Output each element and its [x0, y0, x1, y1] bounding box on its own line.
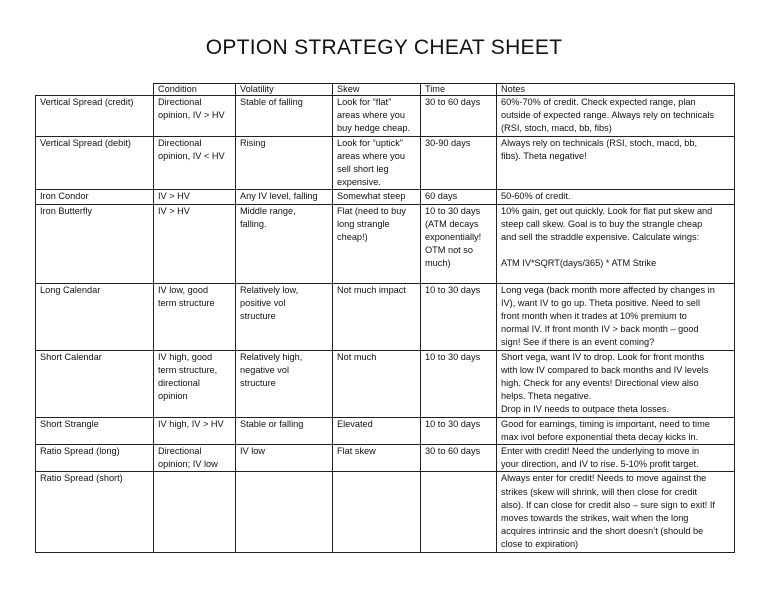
time-line: 30 to 60 days [425, 97, 481, 107]
table-row [36, 204, 735, 283]
notes-line: 60%-70% of credit. Check expected range, plan [501, 97, 696, 107]
notes-cell [497, 417, 735, 444]
time-line: 30 to 60 days [425, 446, 481, 457]
condition-line: opinion, IV > HV [158, 110, 225, 121]
skew-cell [333, 350, 421, 417]
time-cell [421, 136, 497, 190]
notes-line: IV), want IV to go up. Theta positive. Need to sell [501, 297, 701, 308]
skew-line: long strangle [337, 218, 390, 229]
condition-cell [154, 283, 236, 350]
volatility-cell [236, 190, 333, 204]
time-line: (ATM decays [425, 218, 479, 229]
notes-line: sign! See if there is an event coming? [501, 337, 655, 348]
condition-line: Directional [158, 97, 202, 107]
notes-line: your direction, and IV to rise. 5-10% profit target. [501, 459, 699, 470]
notes-line: 10% gain, get out quickly. Look for flat put skew and [501, 205, 713, 216]
strategy-name-cell: Ratio Spread (long) [36, 445, 154, 472]
strategy-name-cell: Long Calendar [36, 283, 154, 350]
volatility-line: positive vol [240, 297, 286, 308]
time-line: OTM not so [425, 245, 473, 256]
strategy-name-cell: Iron Condor [36, 190, 154, 204]
skew-cell [333, 445, 421, 472]
table-body [36, 96, 735, 553]
condition-cell [154, 136, 236, 190]
condition-line: IV high, IV > HV [158, 418, 224, 429]
header-volatility: Volatility [236, 84, 333, 96]
time-line: 10 to 30 days [425, 418, 481, 429]
time-cell [421, 96, 497, 137]
page-title: OPTION STRATEGY CHEAT SHEET [205, 36, 563, 59]
notes-cell [497, 96, 735, 137]
time-line: 10 to 30 days [425, 351, 481, 362]
condition-cell [154, 350, 236, 417]
volatility-line: Stable of falling [240, 97, 303, 107]
notes-cell [497, 472, 735, 552]
notes-line: also). If can close for credit also – sure sign to exit! If [501, 499, 715, 510]
skew-cell [333, 190, 421, 204]
header-notes: Notes [497, 84, 735, 96]
skew-line: Not much [337, 351, 377, 362]
time-cell [421, 350, 497, 417]
volatility-line: negative vol [240, 364, 290, 375]
notes-cell [497, 204, 735, 283]
notes-line: Good for earnings, timing is important, need to time [501, 418, 710, 429]
table-row [36, 350, 735, 417]
volatility-line: Middle range, [240, 205, 296, 216]
time-cell [421, 417, 497, 444]
notes-line: ATM IV*SQRT(days/365) * ATM Strike [501, 258, 657, 269]
notes-line: helps. Theta negative. [501, 391, 592, 402]
condition-line: opinion; IV low [158, 459, 218, 470]
condition-line: IV > HV [158, 191, 190, 202]
notes-line: Long vega (back month more affected by changes in [501, 284, 715, 295]
strategy-name-cell: Short Calendar [36, 350, 154, 417]
volatility-line: Any IV level, falling [240, 191, 318, 202]
notes-line: Enter with credit! Need the underlying to move in [501, 446, 700, 457]
volatility-line: Relatively high, [240, 351, 303, 362]
notes-line: Drop in IV needs to outpace theta losses. [501, 404, 670, 415]
notes-line: acquires intrinsic and the short doesn’t (should be [501, 526, 704, 537]
header-condition: Condition [154, 84, 236, 96]
notes-line: outside of expected range. Always rely on technicals [501, 110, 714, 121]
skew-line: areas where you [337, 150, 405, 161]
time-line: 60 days [425, 191, 458, 202]
time-line: 10 to 30 days [425, 284, 481, 295]
skew-cell [333, 472, 421, 552]
notes-cell [497, 190, 735, 204]
skew-line: Somewhat steep [337, 191, 406, 202]
table-row [36, 283, 735, 350]
notes-line: normal IV. If front month IV > back month – good [501, 324, 699, 335]
notes-line: close to expiration) [501, 539, 579, 550]
volatility-line: IV low [240, 446, 266, 457]
strategy-name-cell: Short Strangle [36, 417, 154, 444]
volatility-cell [236, 136, 333, 190]
volatility-cell [236, 417, 333, 444]
notes-line [501, 244, 731, 257]
notes-line: fibs). Theta negative! [501, 150, 587, 161]
condition-cell [154, 472, 236, 552]
table-row [36, 96, 735, 137]
time-cell [421, 472, 497, 552]
condition-line: Directional [158, 446, 202, 457]
volatility-cell [236, 472, 333, 552]
skew-line: Look for “flat” [337, 97, 392, 107]
notes-line: Always enter for credit! Needs to move against the [501, 473, 707, 484]
notes-line: steep call skew. Goal is to buy the strangle cheap [501, 218, 703, 229]
skew-line: expensive. [337, 177, 381, 188]
condition-cell [154, 445, 236, 472]
notes-cell [497, 445, 735, 472]
condition-cell [154, 96, 236, 137]
condition-line: IV high, good [158, 351, 213, 362]
time-cell [421, 204, 497, 283]
skew-line: sell short leg [337, 164, 389, 175]
notes-line: Always rely on technicals (RSI, stoch, macd, bb, [501, 137, 698, 148]
volatility-line: Relatively low, [240, 284, 299, 295]
volatility-cell [236, 96, 333, 137]
time-cell [421, 190, 497, 204]
condition-line: opinion, IV < HV [158, 150, 225, 161]
strategy-name-cell: Iron Butterfly [36, 204, 154, 283]
notes-line: high. Check for any events! Directional view also [501, 378, 699, 389]
notes-line: with low IV compared to back months and IV levels [501, 364, 709, 375]
condition-line: opinion [158, 391, 188, 402]
strategy-name-cell: Vertical Spread (credit) [36, 96, 154, 137]
condition-cell [154, 204, 236, 283]
notes-line: max ivol before exponential theta decay kicks in. [501, 431, 699, 442]
skew-line: Elevated [337, 418, 373, 429]
volatility-cell [236, 204, 333, 283]
time-line: much) [425, 258, 451, 269]
time-line: exponentially! [425, 232, 482, 243]
notes-line: (RSI, stoch, macd, bb, fibs) [501, 123, 612, 134]
volatility-line: structure [240, 378, 276, 389]
header-time: Time [421, 84, 497, 96]
table-row [36, 445, 735, 472]
volatility-cell [236, 283, 333, 350]
notes-cell [497, 350, 735, 417]
notes-line: Short vega, want IV to drop. Look for front months [501, 351, 705, 362]
skew-cell [333, 283, 421, 350]
time-cell [421, 283, 497, 350]
skew-line: Flat (need to buy [337, 205, 406, 216]
condition-line: term structure [158, 297, 215, 308]
skew-line: buy hedge cheap. [337, 123, 411, 134]
volatility-line: Stable or falling [240, 418, 304, 429]
skew-line: Look for “uptick” [337, 137, 403, 148]
strategy-name-cell: Vertical Spread (debit) [36, 136, 154, 190]
condition-line: IV > HV [158, 205, 190, 216]
condition-cell [154, 190, 236, 204]
time-line: 30-90 days [425, 137, 471, 148]
table-row [36, 136, 735, 190]
volatility-cell [236, 350, 333, 417]
volatility-line: Rising [240, 137, 266, 148]
skew-line: Not much impact [337, 284, 406, 295]
header-strategy [36, 84, 154, 96]
notes-line: front month when it trades at 10% premium to [501, 311, 687, 322]
header-skew: Skew [333, 84, 421, 96]
notes-line: and sell the straddle expensive. Calculate wings: [501, 232, 700, 243]
volatility-line: structure [240, 311, 276, 322]
condition-cell [154, 417, 236, 444]
notes-cell [497, 136, 735, 190]
skew-cell [333, 136, 421, 190]
skew-line: cheap!) [337, 232, 368, 243]
strategy-table [35, 83, 735, 553]
notes-line: moves towards the strikes, wait when the long [501, 513, 689, 524]
skew-cell [333, 96, 421, 137]
header-row [36, 84, 735, 96]
volatility-line: falling. [240, 218, 267, 229]
notes-cell [497, 283, 735, 350]
condition-line: term structure, [158, 364, 218, 375]
table-row [36, 190, 735, 204]
skew-line: Flat skew [337, 446, 376, 457]
skew-cell [333, 417, 421, 444]
notes-line: 50-60% of credit. [501, 191, 571, 202]
table-row [36, 417, 735, 444]
table-row [36, 472, 735, 552]
notes-line: strikes (skew will shrink, will then close for credit [501, 486, 698, 497]
condition-line: directional [158, 378, 200, 389]
condition-line: IV low, good [158, 284, 209, 295]
skew-cell [333, 204, 421, 283]
strategy-name-cell: Ratio Spread (short) [36, 472, 154, 552]
skew-line: areas where you [337, 110, 405, 121]
condition-line: Directional [158, 137, 202, 148]
volatility-cell [236, 445, 333, 472]
time-cell [421, 445, 497, 472]
time-line: 10 to 30 days [425, 205, 481, 216]
